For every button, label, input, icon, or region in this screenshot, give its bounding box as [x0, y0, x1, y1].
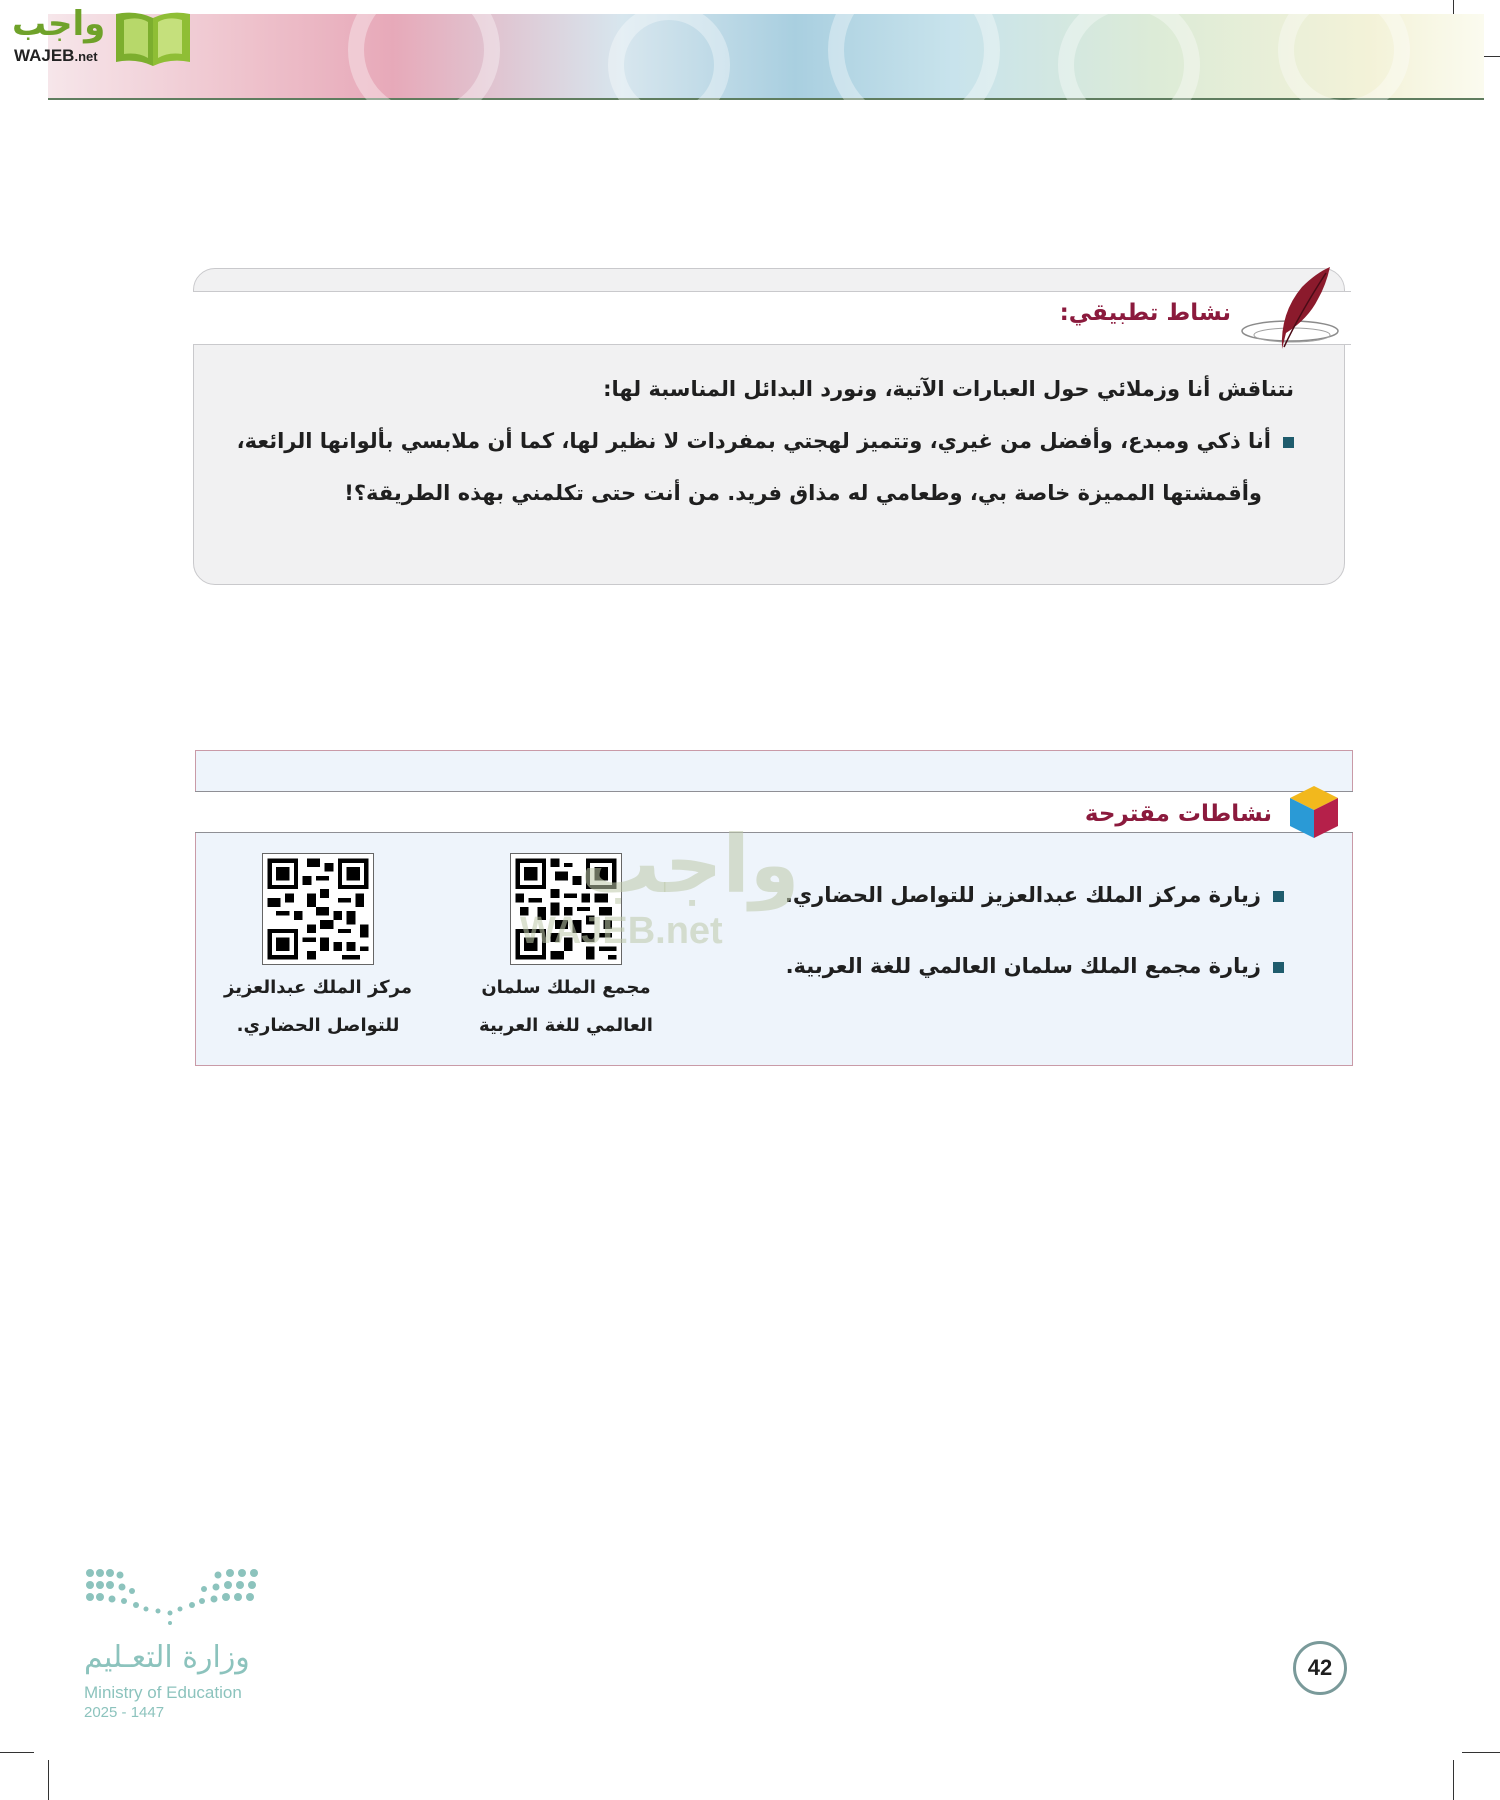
activity-title: نشاط تطبيقي: — [1059, 300, 1231, 326]
logo-arabic-text: واجب — [12, 4, 106, 44]
bullet-square-icon — [1283, 437, 1294, 448]
crop-mark — [1453, 1760, 1454, 1800]
crop-mark — [1462, 1752, 1500, 1753]
suggested-title: نشاطات مقترحة — [1084, 801, 1272, 827]
ministry-logo-icon — [84, 1565, 264, 1627]
qr-caption-abdulaziz: مركز الملك عبدالعزيز للتواصل الحضاري. — [224, 977, 412, 1036]
bullet-line-2: وأقمشتها المميزة خاصة بي، وطعامي له مذاق فريد. من أنت حتى تكلمني بهذه الطريقة؟! — [344, 481, 1262, 505]
header-banner — [48, 14, 1484, 100]
bullet-square-icon — [1273, 891, 1284, 902]
ministry-arabic-name: وزارة التعـليم — [84, 1640, 250, 1675]
academic-year: 2025 - 1447 — [84, 1704, 165, 1721]
activity-bullet-continuation — [344, 481, 1262, 505]
crop-mark — [0, 1752, 34, 1753]
suggested-item: زيارة مركز الملك عبدالعزيز للتواصل الحضاري. — [785, 883, 1284, 907]
logo-english-text: WAJEB.net — [14, 46, 98, 65]
book-icon — [112, 6, 194, 68]
wajeb-logo[interactable] — [8, 4, 192, 70]
activity-intro: نتناقش أنا وزملائي حول العبارات الآتية، ونورد البدائل المناسبة لها: — [603, 377, 1294, 401]
page-number: 42 — [1293, 1641, 1347, 1695]
suggested-item: زيارة مجمع الملك سلمان العالمي للغة العربية. — [786, 954, 1284, 978]
quill-icon — [1230, 263, 1340, 353]
watermark-text: واجب WAJEB.net — [520, 818, 800, 952]
qr-caption-salman: مجمع الملك سلمان العالمي للغة العربية — [479, 977, 653, 1036]
qr-icon — [263, 854, 373, 964]
applied-activity-box — [193, 268, 1345, 585]
crop-mark — [48, 1760, 49, 1800]
cube-icon — [1288, 784, 1340, 840]
bullet-line-1: أنا ذكي ومبدع، وأفضل من غيري، وتتميز لهجتي بمفردات لا نظير لها، كما أن ملابسي بألوانها الرائعة، — [236, 429, 1271, 453]
bullet-square-icon — [1273, 962, 1284, 973]
ministry-english-name: Ministry of Education — [84, 1683, 242, 1702]
activity-bullet — [237, 429, 1294, 453]
qr-code-abdulaziz-center[interactable] — [262, 853, 374, 965]
